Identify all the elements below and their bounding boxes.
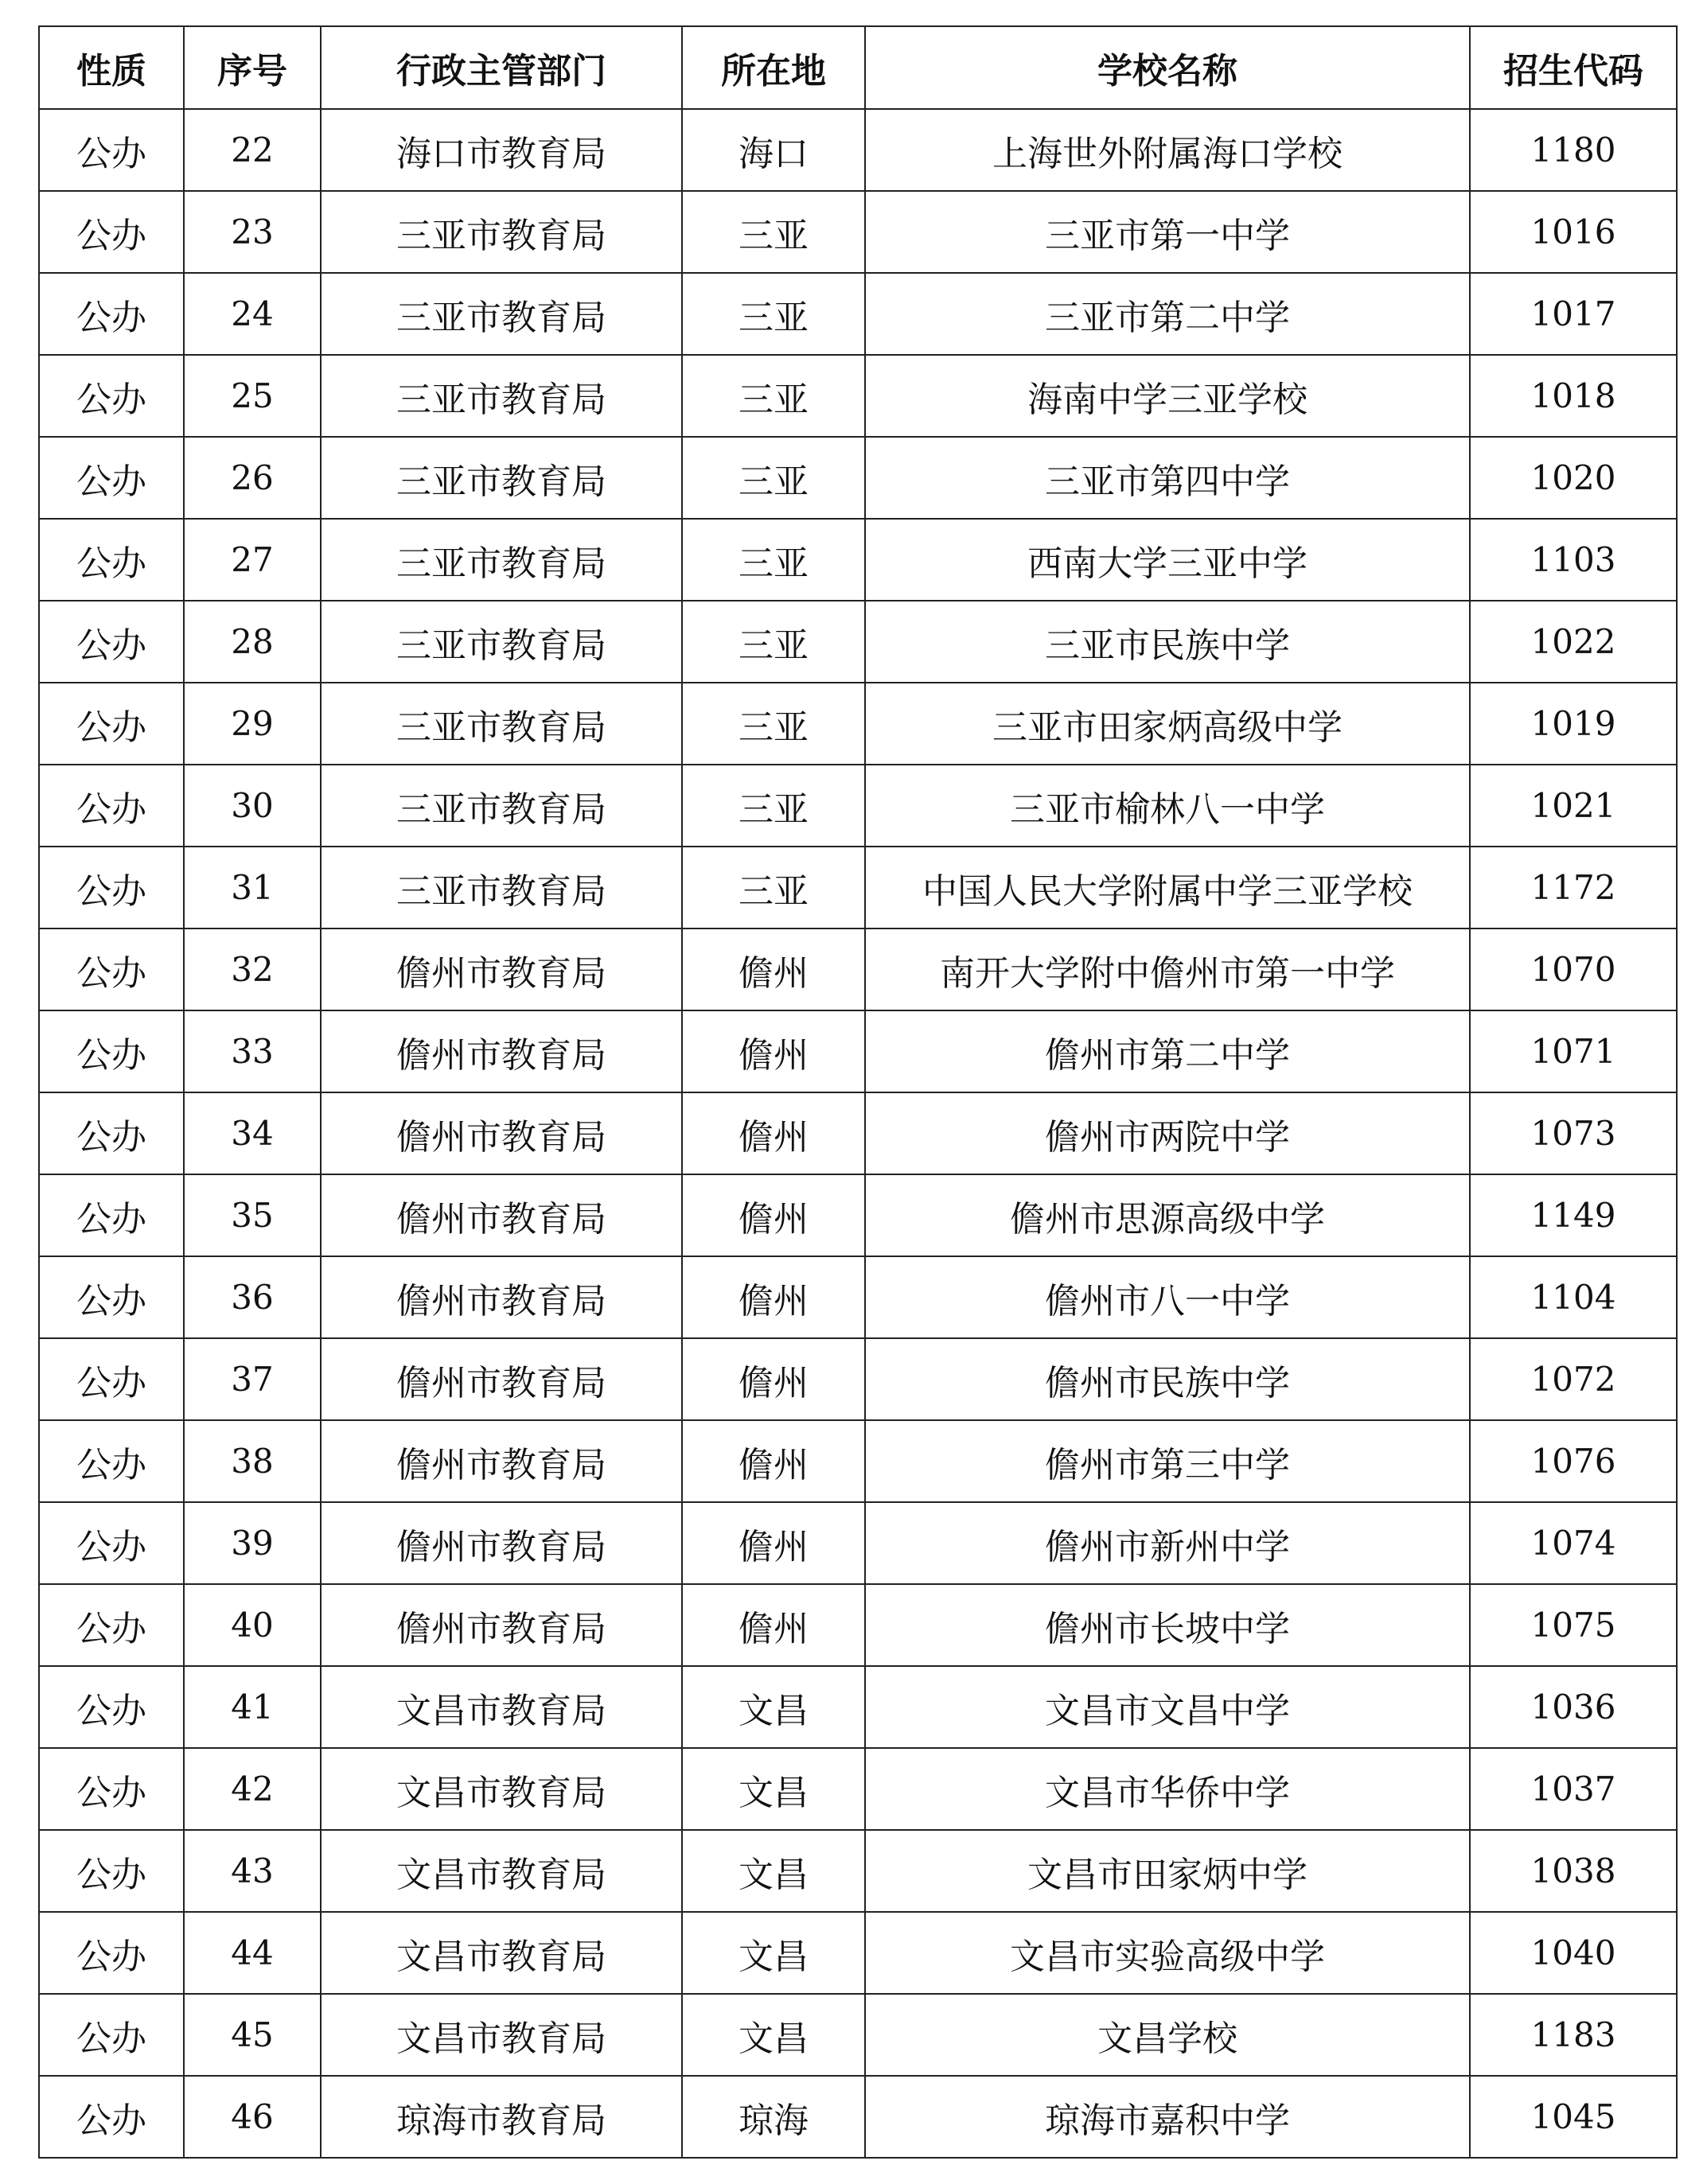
table-row xyxy=(39,2076,1677,2158)
department-cell: 三亚市教育局 xyxy=(321,847,682,928)
location-cell: 三亚 xyxy=(682,847,865,928)
department-cell: 儋州市教育局 xyxy=(321,1010,682,1092)
enrollment-code-cell: 1073 xyxy=(1470,1092,1677,1174)
table-row xyxy=(39,1584,1677,1666)
serial-number-cell: 41 xyxy=(184,1666,321,1748)
nature-cell: 公办 xyxy=(39,519,184,601)
department-cell: 三亚市教育局 xyxy=(321,519,682,601)
department-cell: 文昌市教育局 xyxy=(321,1666,682,1748)
nature-cell: 公办 xyxy=(39,2076,184,2158)
school-name-cell: 儋州市八一中学 xyxy=(865,1256,1470,1338)
department-cell: 三亚市教育局 xyxy=(321,601,682,683)
nature-cell: 公办 xyxy=(39,1584,184,1666)
location-cell: 儋州 xyxy=(682,1174,865,1256)
header-enrollment-code: 招生代码 xyxy=(1470,26,1677,109)
location-cell: 琼海 xyxy=(682,2076,865,2158)
location-cell: 三亚 xyxy=(682,355,865,437)
nature-cell: 公办 xyxy=(39,1256,184,1338)
enrollment-code-cell: 1180 xyxy=(1470,109,1677,191)
enrollment-code-cell: 1045 xyxy=(1470,2076,1677,2158)
school-name-cell: 三亚市第四中学 xyxy=(865,437,1470,519)
enrollment-code-cell: 1183 xyxy=(1470,1994,1677,2076)
department-cell: 文昌市教育局 xyxy=(321,1748,682,1830)
nature-cell: 公办 xyxy=(39,1174,184,1256)
department-cell: 儋州市教育局 xyxy=(321,928,682,1010)
enrollment-code-cell: 1040 xyxy=(1470,1912,1677,1994)
serial-number-cell: 34 xyxy=(184,1092,321,1174)
location-cell: 三亚 xyxy=(682,765,865,847)
enrollment-code-cell: 1020 xyxy=(1470,437,1677,519)
location-cell: 儋州 xyxy=(682,1256,865,1338)
nature-cell: 公办 xyxy=(39,109,184,191)
nature-cell: 公办 xyxy=(39,355,184,437)
school-name-cell: 琼海市嘉积中学 xyxy=(865,2076,1470,2158)
school-name-cell: 文昌市实验高级中学 xyxy=(865,1912,1470,1994)
enrollment-code-cell: 1038 xyxy=(1470,1830,1677,1912)
serial-number-cell: 31 xyxy=(184,847,321,928)
location-cell: 三亚 xyxy=(682,273,865,355)
school-name-cell: 中国人民大学附属中学三亚学校 xyxy=(865,847,1470,928)
enrollment-code-cell: 1076 xyxy=(1470,1420,1677,1502)
serial-number-cell: 28 xyxy=(184,601,321,683)
serial-number-cell: 46 xyxy=(184,2076,321,2158)
nature-cell: 公办 xyxy=(39,1010,184,1092)
enrollment-code-cell: 1071 xyxy=(1470,1010,1677,1092)
enrollment-code-cell: 1074 xyxy=(1470,1502,1677,1584)
nature-cell: 公办 xyxy=(39,765,184,847)
nature-cell: 公办 xyxy=(39,928,184,1010)
table-row xyxy=(39,1830,1677,1912)
serial-number-cell: 33 xyxy=(184,1010,321,1092)
department-cell: 儋州市教育局 xyxy=(321,1420,682,1502)
school-name-cell: 儋州市思源高级中学 xyxy=(865,1174,1470,1256)
serial-number-cell: 25 xyxy=(184,355,321,437)
enrollment-code-cell: 1019 xyxy=(1470,683,1677,765)
school-name-cell: 儋州市民族中学 xyxy=(865,1338,1470,1420)
school-name-cell: 文昌市华侨中学 xyxy=(865,1748,1470,1830)
department-cell: 琼海市教育局 xyxy=(321,2076,682,2158)
nature-cell: 公办 xyxy=(39,601,184,683)
table-row xyxy=(39,437,1677,519)
department-cell: 三亚市教育局 xyxy=(321,191,682,273)
serial-number-cell: 38 xyxy=(184,1420,321,1502)
enrollment-code-cell: 1149 xyxy=(1470,1174,1677,1256)
header-serial-number: 序号 xyxy=(184,26,321,109)
location-cell: 儋州 xyxy=(682,928,865,1010)
location-cell: 儋州 xyxy=(682,1502,865,1584)
department-cell: 儋州市教育局 xyxy=(321,1584,682,1666)
school-name-cell: 文昌市田家炳中学 xyxy=(865,1830,1470,1912)
serial-number-cell: 39 xyxy=(184,1502,321,1584)
enrollment-code-cell: 1037 xyxy=(1470,1748,1677,1830)
enrollment-code-cell: 1036 xyxy=(1470,1666,1677,1748)
table-row xyxy=(39,1174,1677,1256)
department-cell: 文昌市教育局 xyxy=(321,1830,682,1912)
nature-cell: 公办 xyxy=(39,1502,184,1584)
serial-number-cell: 29 xyxy=(184,683,321,765)
location-cell: 儋州 xyxy=(682,1338,865,1420)
enrollment-code-cell: 1103 xyxy=(1470,519,1677,601)
nature-cell: 公办 xyxy=(39,1912,184,1994)
enrollment-code-cell: 1021 xyxy=(1470,765,1677,847)
header-administrative-department: 行政主管部门 xyxy=(321,26,682,109)
table-row xyxy=(39,1420,1677,1502)
nature-cell: 公办 xyxy=(39,1994,184,2076)
department-cell: 三亚市教育局 xyxy=(321,683,682,765)
department-cell: 儋州市教育局 xyxy=(321,1092,682,1174)
table-row xyxy=(39,1994,1677,2076)
location-cell: 文昌 xyxy=(682,1666,865,1748)
department-cell: 三亚市教育局 xyxy=(321,273,682,355)
enrollment-code-cell: 1022 xyxy=(1470,601,1677,683)
location-cell: 文昌 xyxy=(682,1830,865,1912)
enrollment-code-cell: 1017 xyxy=(1470,273,1677,355)
nature-cell: 公办 xyxy=(39,437,184,519)
header-row xyxy=(39,26,1677,109)
serial-number-cell: 27 xyxy=(184,519,321,601)
serial-number-cell: 45 xyxy=(184,1994,321,2076)
location-cell: 文昌 xyxy=(682,1912,865,1994)
nature-cell: 公办 xyxy=(39,1092,184,1174)
serial-number-cell: 43 xyxy=(184,1830,321,1912)
school-name-cell: 文昌市文昌中学 xyxy=(865,1666,1470,1748)
department-cell: 儋州市教育局 xyxy=(321,1256,682,1338)
table-row xyxy=(39,191,1677,273)
table-row xyxy=(39,1666,1677,1748)
serial-number-cell: 35 xyxy=(184,1174,321,1256)
table-row xyxy=(39,1338,1677,1420)
table-row xyxy=(39,273,1677,355)
table-row xyxy=(39,601,1677,683)
enrollment-code-cell: 1070 xyxy=(1470,928,1677,1010)
serial-number-cell: 22 xyxy=(184,109,321,191)
serial-number-cell: 44 xyxy=(184,1912,321,1994)
nature-cell: 公办 xyxy=(39,683,184,765)
table-row xyxy=(39,1502,1677,1584)
nature-cell: 公办 xyxy=(39,1748,184,1830)
department-cell: 海口市教育局 xyxy=(321,109,682,191)
location-cell: 三亚 xyxy=(682,519,865,601)
table-row xyxy=(39,355,1677,437)
serial-number-cell: 24 xyxy=(184,273,321,355)
nature-cell: 公办 xyxy=(39,191,184,273)
department-cell: 三亚市教育局 xyxy=(321,355,682,437)
serial-number-cell: 36 xyxy=(184,1256,321,1338)
department-cell: 三亚市教育局 xyxy=(321,437,682,519)
table-body xyxy=(39,109,1677,2158)
serial-number-cell: 26 xyxy=(184,437,321,519)
department-cell: 文昌市教育局 xyxy=(321,1912,682,1994)
school-name-cell: 儋州市长坡中学 xyxy=(865,1584,1470,1666)
nature-cell: 公办 xyxy=(39,1420,184,1502)
location-cell: 三亚 xyxy=(682,601,865,683)
serial-number-cell: 30 xyxy=(184,765,321,847)
table-row xyxy=(39,1010,1677,1092)
nature-cell: 公办 xyxy=(39,273,184,355)
location-cell: 儋州 xyxy=(682,1584,865,1666)
serial-number-cell: 42 xyxy=(184,1748,321,1830)
location-cell: 儋州 xyxy=(682,1092,865,1174)
table-row xyxy=(39,1256,1677,1338)
table-row xyxy=(39,847,1677,928)
school-name-cell: 三亚市田家炳高级中学 xyxy=(865,683,1470,765)
enrollment-code-cell: 1072 xyxy=(1470,1338,1677,1420)
location-cell: 文昌 xyxy=(682,1748,865,1830)
location-cell: 文昌 xyxy=(682,1994,865,2076)
department-cell: 三亚市教育局 xyxy=(321,765,682,847)
nature-cell: 公办 xyxy=(39,1338,184,1420)
school-name-cell: 南开大学附中儋州市第一中学 xyxy=(865,928,1470,1010)
location-cell: 海口 xyxy=(682,109,865,191)
location-cell: 三亚 xyxy=(682,191,865,273)
table-row xyxy=(39,683,1677,765)
table-header xyxy=(39,26,1677,109)
school-name-cell: 上海世外附属海口学校 xyxy=(865,109,1470,191)
header-location: 所在地 xyxy=(682,26,865,109)
school-name-cell: 西南大学三亚中学 xyxy=(865,519,1470,601)
school-name-cell: 三亚市榆林八一中学 xyxy=(865,765,1470,847)
department-cell: 儋州市教育局 xyxy=(321,1174,682,1256)
location-cell: 三亚 xyxy=(682,437,865,519)
table-row xyxy=(39,1748,1677,1830)
serial-number-cell: 32 xyxy=(184,928,321,1010)
school-name-cell: 儋州市新州中学 xyxy=(865,1502,1470,1584)
table-row xyxy=(39,765,1677,847)
school-name-cell: 文昌学校 xyxy=(865,1994,1470,2076)
enrollment-code-cell: 1172 xyxy=(1470,847,1677,928)
enrollment-code-cell: 1104 xyxy=(1470,1256,1677,1338)
enrollment-code-cell: 1075 xyxy=(1470,1584,1677,1666)
school-name-cell: 儋州市第二中学 xyxy=(865,1010,1470,1092)
department-cell: 文昌市教育局 xyxy=(321,1994,682,2076)
school-name-cell: 三亚市第二中学 xyxy=(865,273,1470,355)
table-row xyxy=(39,928,1677,1010)
enrollment-code-cell: 1018 xyxy=(1470,355,1677,437)
serial-number-cell: 40 xyxy=(184,1584,321,1666)
table-row xyxy=(39,1912,1677,1994)
department-cell: 儋州市教育局 xyxy=(321,1502,682,1584)
nature-cell: 公办 xyxy=(39,1666,184,1748)
location-cell: 三亚 xyxy=(682,683,865,765)
school-name-cell: 儋州市第三中学 xyxy=(865,1420,1470,1502)
location-cell: 儋州 xyxy=(682,1010,865,1092)
table-row xyxy=(39,519,1677,601)
nature-cell: 公办 xyxy=(39,1830,184,1912)
header-school-name: 学校名称 xyxy=(865,26,1470,109)
table-row xyxy=(39,109,1677,191)
location-cell: 儋州 xyxy=(682,1420,865,1502)
department-cell: 儋州市教育局 xyxy=(321,1338,682,1420)
school-name-cell: 儋州市两院中学 xyxy=(865,1092,1470,1174)
serial-number-cell: 37 xyxy=(184,1338,321,1420)
serial-number-cell: 23 xyxy=(184,191,321,273)
table-row xyxy=(39,1092,1677,1174)
school-name-cell: 三亚市民族中学 xyxy=(865,601,1470,683)
school-name-cell: 三亚市第一中学 xyxy=(865,191,1470,273)
nature-cell: 公办 xyxy=(39,847,184,928)
header-nature: 性质 xyxy=(39,26,184,109)
school-enrollment-table xyxy=(38,25,1678,2159)
school-name-cell: 海南中学三亚学校 xyxy=(865,355,1470,437)
enrollment-code-cell: 1016 xyxy=(1470,191,1677,273)
